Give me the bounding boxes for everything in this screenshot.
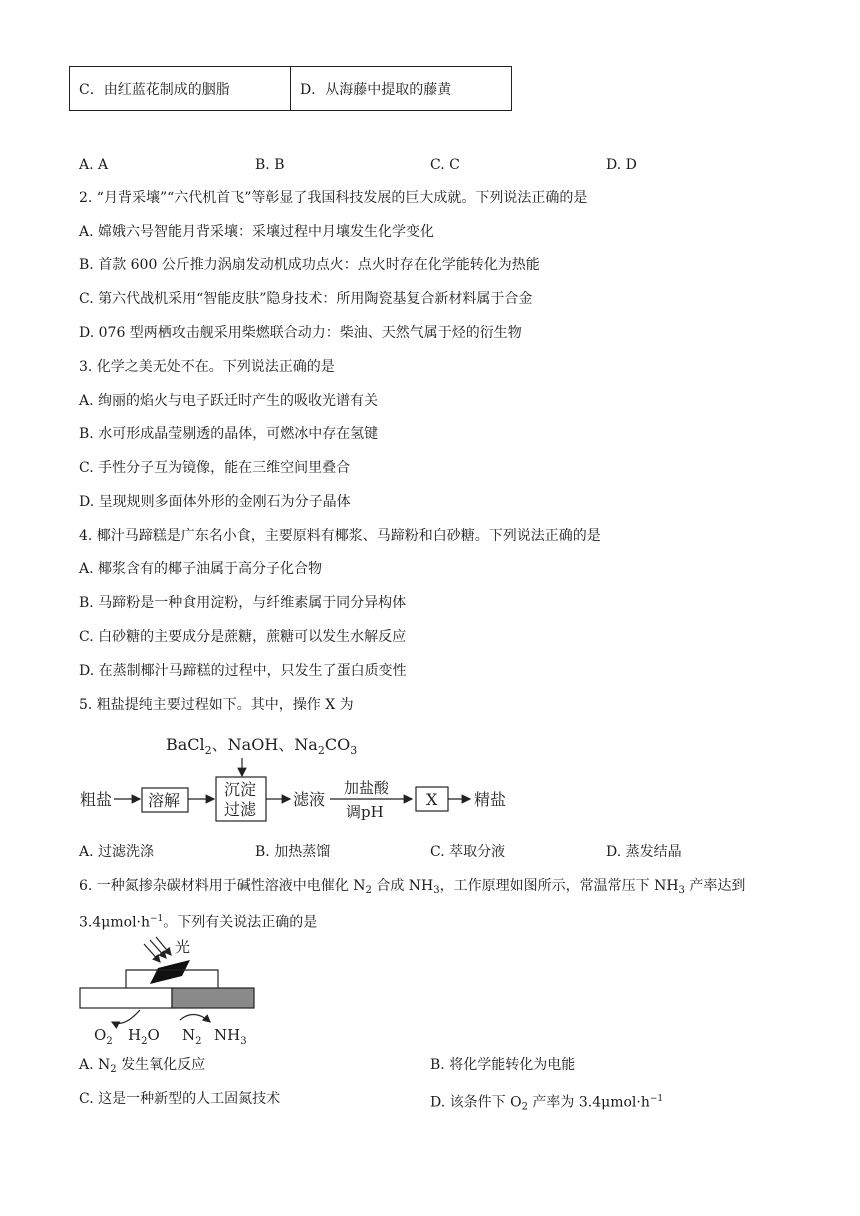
q4-stem: 4. 椰汁马蹄糕是广东名小食，主要原料有椰浆、马蹄粉和白砂糖。下列说法正确的是 — [79, 528, 601, 544]
label-nh3: $NH_3$ — [214, 1026, 247, 1047]
q3-option-d: D. 呈现规则多面体外形的金刚石为分子晶体 — [79, 494, 351, 510]
q6-option-d: D. 该条件下 $O_2$ 产率为 $3.4\mu mol\cdot h^{-1}$ — [430, 1094, 664, 1113]
svg-text:BaCl2、NaOH、Na2CO3: BaCl$_2$、NaOH、$Na_2CO_3$ — [166, 735, 358, 757]
q2-option-b: B. 首款 600 公斤推力涡扇发动机成功点火：点火时存在化学能转化为热能 — [79, 257, 540, 273]
anode-electrode — [80, 988, 172, 1008]
q5-option-c: C. 萃取分液 — [430, 844, 506, 860]
label-o2: $O_2$ — [94, 1026, 113, 1047]
q2-option-c: C. 第六代战机采用“智能皮肤”隐身技术：所用陶瓷基复合新材料属于合金 — [79, 291, 533, 307]
q4-option-a: A. 椰浆含有的椰子油属于高分子化合物 — [79, 561, 323, 577]
q4-option-b: B. 马蹄粉是一种食用淀粉，与纤维素属于同分异构体 — [79, 595, 407, 611]
flow-add-hcl: 加盐酸 — [344, 779, 390, 797]
q2-stem: 2. “月背采壤”“六代机首飞”等彰显了我国科技发展的巨大成就。下列说法正确的是 — [79, 190, 588, 206]
electrocatalysis-diagram — [76, 936, 266, 1048]
q6-stem-line1: 6. 一种氮掺杂碳材料用于碱性溶液中电催化 $N_2$ 合成 $NH_3$，工作原理如图所示，常温常压下 $NH_3$ 产率达到 — [79, 878, 746, 896]
flow-filtrate: 滤液 — [293, 790, 326, 809]
photo-absorber-icon — [150, 960, 190, 984]
q6-option-a: A. $N_2$ 发生氧化反应 — [79, 1057, 206, 1075]
q5-stem: 5. 粗盐提纯主要过程如下。其中，操作 X 为 — [79, 697, 354, 713]
q2-option-a: A. 嫦娥六号智能月背采壤：采壤过程中月壤发生化学变化 — [79, 224, 435, 240]
q5-option-b: B. 加热蒸馏 — [255, 844, 331, 860]
q6-option-c: C. 这是一种新型的人工固氮技术 — [79, 1091, 281, 1107]
q3-stem: 3. 化学之美无处不在。下列说法正确的是 — [79, 359, 335, 375]
q1-option-b: B. B — [255, 157, 285, 173]
table-cell-d: D．从海藤中提取的藤黄 — [300, 81, 452, 98]
q5-option-d: D. 蒸发结晶 — [606, 844, 682, 860]
flow-step-filter: 过滤 — [224, 800, 257, 819]
q3-option-a: A. 绚丽的焰火与电子跃迁时产生的吸收光谱有关 — [79, 393, 379, 409]
flow-step-x: X — [426, 790, 438, 809]
q1-option-d: D. D — [606, 157, 637, 173]
q4-option-c: C. 白砂糖的主要成分是蔗糖，蔗糖可以发生水解反应 — [79, 629, 407, 645]
light-label: 光 — [175, 938, 191, 956]
q1-option-a: A. A — [79, 157, 109, 173]
flow-start-crude-salt: 粗盐 — [80, 790, 113, 809]
q2-option-d: D. 076 型两栖攻击舰采用柴燃联合动力：柴油、天然气属于烃的衍生物 — [79, 325, 522, 341]
q6-stem-line2: $3.4\mu mol\cdot h^{-1}$。下列有关说法正确的是 — [79, 914, 318, 931]
reagent-naoh: NaOH — [227, 735, 279, 754]
q3-option-c: C. 手性分子互为镜像，能在三维空间里叠合 — [79, 460, 351, 476]
flow-step-precipitate: 沉淀 — [224, 780, 257, 799]
q6-option-b: B. 将化学能转化为电能 — [430, 1057, 576, 1073]
label-n2: $N_2$ — [182, 1026, 202, 1047]
label-h2o: $H_2O$ — [128, 1026, 160, 1047]
q1-option-c: C. C — [430, 157, 460, 173]
flow-adjust-ph: 调pH — [346, 803, 384, 821]
reagent-bacl2: BaCl — [166, 735, 205, 754]
q1-option-table — [69, 66, 512, 111]
salt-purification-flowchart — [76, 728, 526, 828]
flow-step-dissolve: 溶解 — [148, 791, 181, 810]
q4-option-d: D. 在蒸制椰汁马蹄糕的过程中，只发生了蛋白质变性 — [79, 663, 407, 679]
reagent-na2co3: Na — [294, 735, 318, 754]
table-cell-c: C．由红蓝花制成的胭脂 — [70, 67, 291, 110]
flow-product-refined-salt: 精盐 — [474, 790, 507, 809]
q3-option-b: B. 水可形成晶莹剔透的晶体，可燃冰中存在氢键 — [79, 426, 379, 442]
q5-option-a: A. 过滤洗涤 — [79, 844, 155, 860]
cathode-electrode — [172, 988, 254, 1008]
